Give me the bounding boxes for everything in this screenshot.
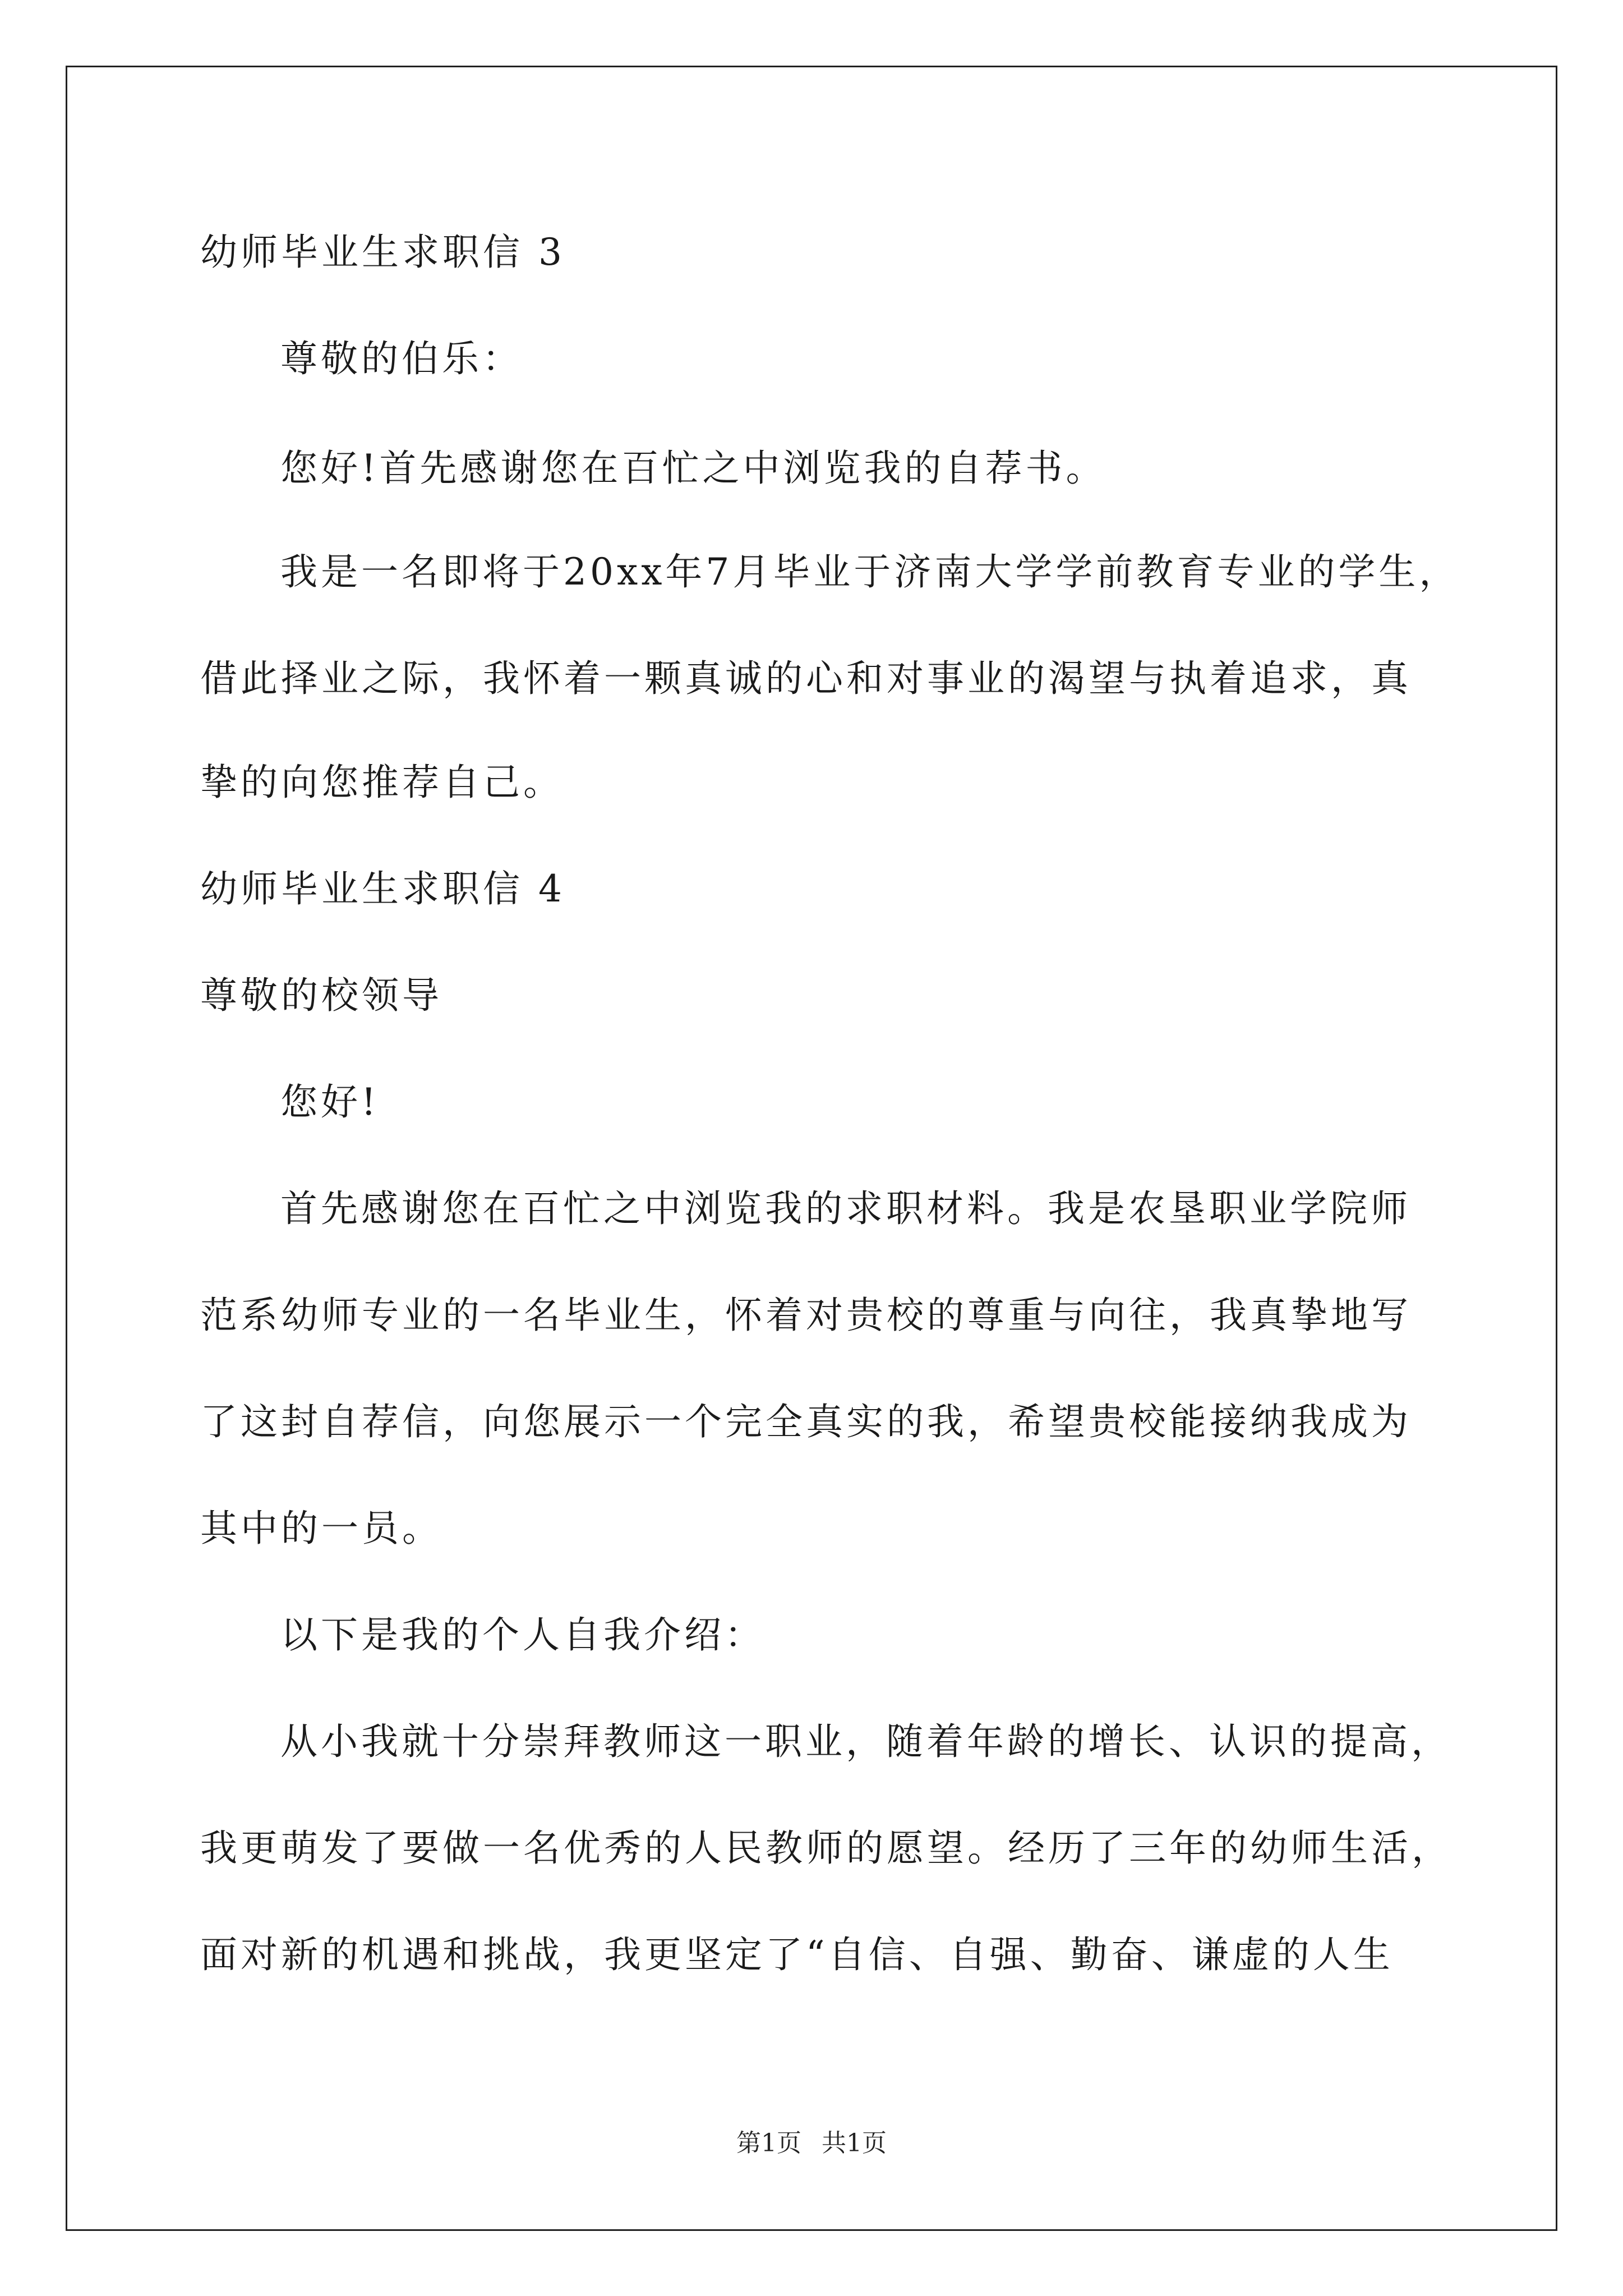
salutation-1: 尊敬的伯乐： xyxy=(280,337,523,380)
section-title-3: 幼师毕业生求职信 3 xyxy=(200,231,565,274)
body-line: 范系幼师专业的一名毕业生，怀着对贵校的尊重与向往，我真挚地写 xyxy=(200,1294,1412,1337)
salutation-2: 尊敬的校领导 xyxy=(200,974,442,1017)
greeting-line: 您好! xyxy=(280,1080,380,1124)
body-line: 首先感谢您在百忙之中浏览我的求职材料。我是农垦职业学院师 xyxy=(280,1187,1411,1230)
page-number-total: 共1页 xyxy=(822,2129,887,2157)
page-footer xyxy=(0,2128,1623,2159)
page-number-current: 第1页 xyxy=(736,2129,801,2157)
body-line: 其中的一员。 xyxy=(200,1507,442,1550)
section-title-4: 幼师毕业生求职信 4 xyxy=(200,867,565,910)
body-line: 挚的向您推荐自己。 xyxy=(200,761,564,804)
body-line: 我是一名即将于20xx年7月毕业于济南大学学前教育专业的学生， xyxy=(280,550,1460,593)
body-line: 面对新的机遇和挑战，我更坚定了“自信、自强、勤奋、谦虚的人生 xyxy=(200,1933,1394,1976)
body-line: 从小我就十分崇拜教师这一职业，随着年龄的增长、认识的提高， xyxy=(280,1720,1451,1763)
body-line: 借此择业之际，我怀着一颗真诚的心和对事业的渴望与执着追求，真 xyxy=(200,657,1412,700)
greeting-paragraph: 您好!首先感谢您在百忙之中浏览我的自荐书。 xyxy=(280,447,1106,490)
page-frame xyxy=(66,66,1557,2231)
body-line: 以下是我的个人自我介绍： xyxy=(280,1613,765,1657)
body-line: 我更萌发了要做一名优秀的人民教师的愿望。经历了三年的幼师生活， xyxy=(200,1826,1452,1870)
body-line: 了这封自荐信，向您展示一个完全真实的我，希望贵校能接纳我成为 xyxy=(200,1400,1412,1443)
